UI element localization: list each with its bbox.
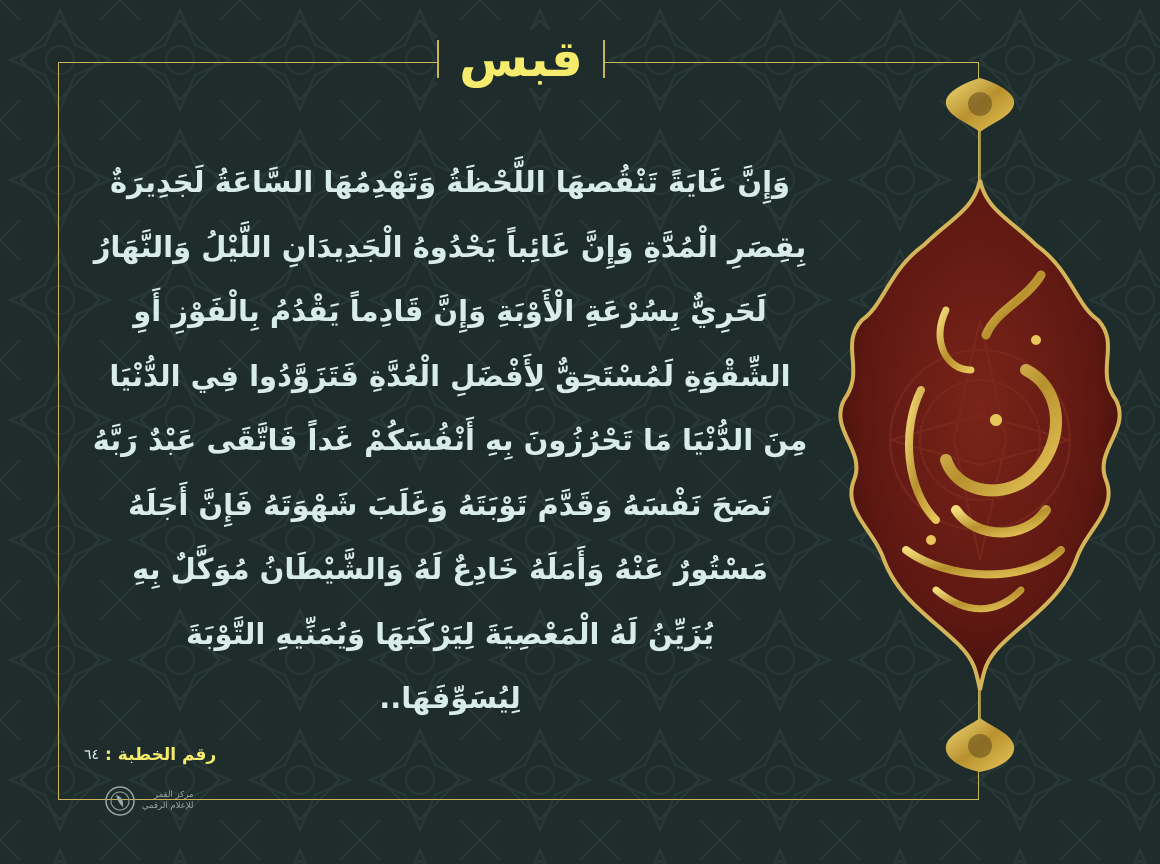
sermon-number-value: ٦٤ bbox=[84, 747, 100, 763]
quote-line: يُزَيِّنُ لَهُ الْمَعْصِيَةَ لِيَرْكَبَهَا وَيُمَنِّيهِ التَّوْبَةَ bbox=[186, 616, 714, 651]
quote-line: لِيُسَوِّفَهَا.. bbox=[379, 681, 521, 715]
quote-line: مَسْتُورٌ عَنْهُ وَأَمَلَهُ خَادِعٌ لَهُ وَالشَّيْطَانُ مُوَكَّلٌ بِهِ bbox=[132, 552, 768, 586]
sermon-quote bbox=[90, 150, 810, 731]
title-box bbox=[437, 30, 605, 88]
quote-line: بِقِصَرِ الْمُدَّةِ وَإِنَّ غَائِباً يَحْدُوهُ الْجَدِيدَانِ اللَّيْلُ وَالنَّهَارُ bbox=[93, 229, 807, 264]
gold-rosette-bottom bbox=[946, 718, 1014, 772]
qamar-logo bbox=[104, 784, 202, 818]
qamar-logo-icon bbox=[104, 785, 136, 817]
page-title: قبس bbox=[459, 30, 583, 88]
quote-line: وَإِنَّ غَايَةً تَنْقُصهَا اللَّحْظَةُ وَتَهْدِمُهَا السَّاعَةُ لَجَدِيرَةٌ bbox=[109, 165, 791, 199]
quote-line: نَصَحَ نَفْسَهُ وَقَدَّمَ تَوْبَتَهُ وَغَلَبَ شَهْوَتَهُ فَإِنَّ أَجَلَهُ bbox=[128, 487, 772, 522]
nahj-al-balagha-medallion bbox=[836, 70, 1126, 790]
sermon-number bbox=[84, 740, 216, 770]
logo-line-2: للإعلام الرقمي bbox=[142, 801, 194, 811]
quote-line: مِنَ الدُّنْيَا مَا تَحْرُزُونَ بِهِ أَنْفُسَكُمْ غَداً فَاتَّقَى عَبْدٌ رَبَّهُ bbox=[92, 423, 808, 457]
title-divider-left bbox=[437, 40, 439, 78]
title-divider-right bbox=[603, 40, 605, 78]
logo-line-1: مركز القمر bbox=[153, 790, 194, 800]
quote-line: لَحَرِيٌّ بِسُرْعَةِ الْأَوْبَةِ وَإِنَّ قَادِماً يَقْدُمُ بِالْفَوْزِ أَوِ bbox=[133, 294, 767, 328]
quote-line: الشِّقْوَةِ لَمُسْتَحِقٌّ لِأَفْضَلِ الْعُدَّةِ فَتَزَوَّدُوا فِي الدُّنْيَا bbox=[109, 358, 791, 393]
gold-rosette-top bbox=[946, 78, 1014, 132]
sermon-number-label: رقم الخطبة : bbox=[105, 745, 217, 765]
